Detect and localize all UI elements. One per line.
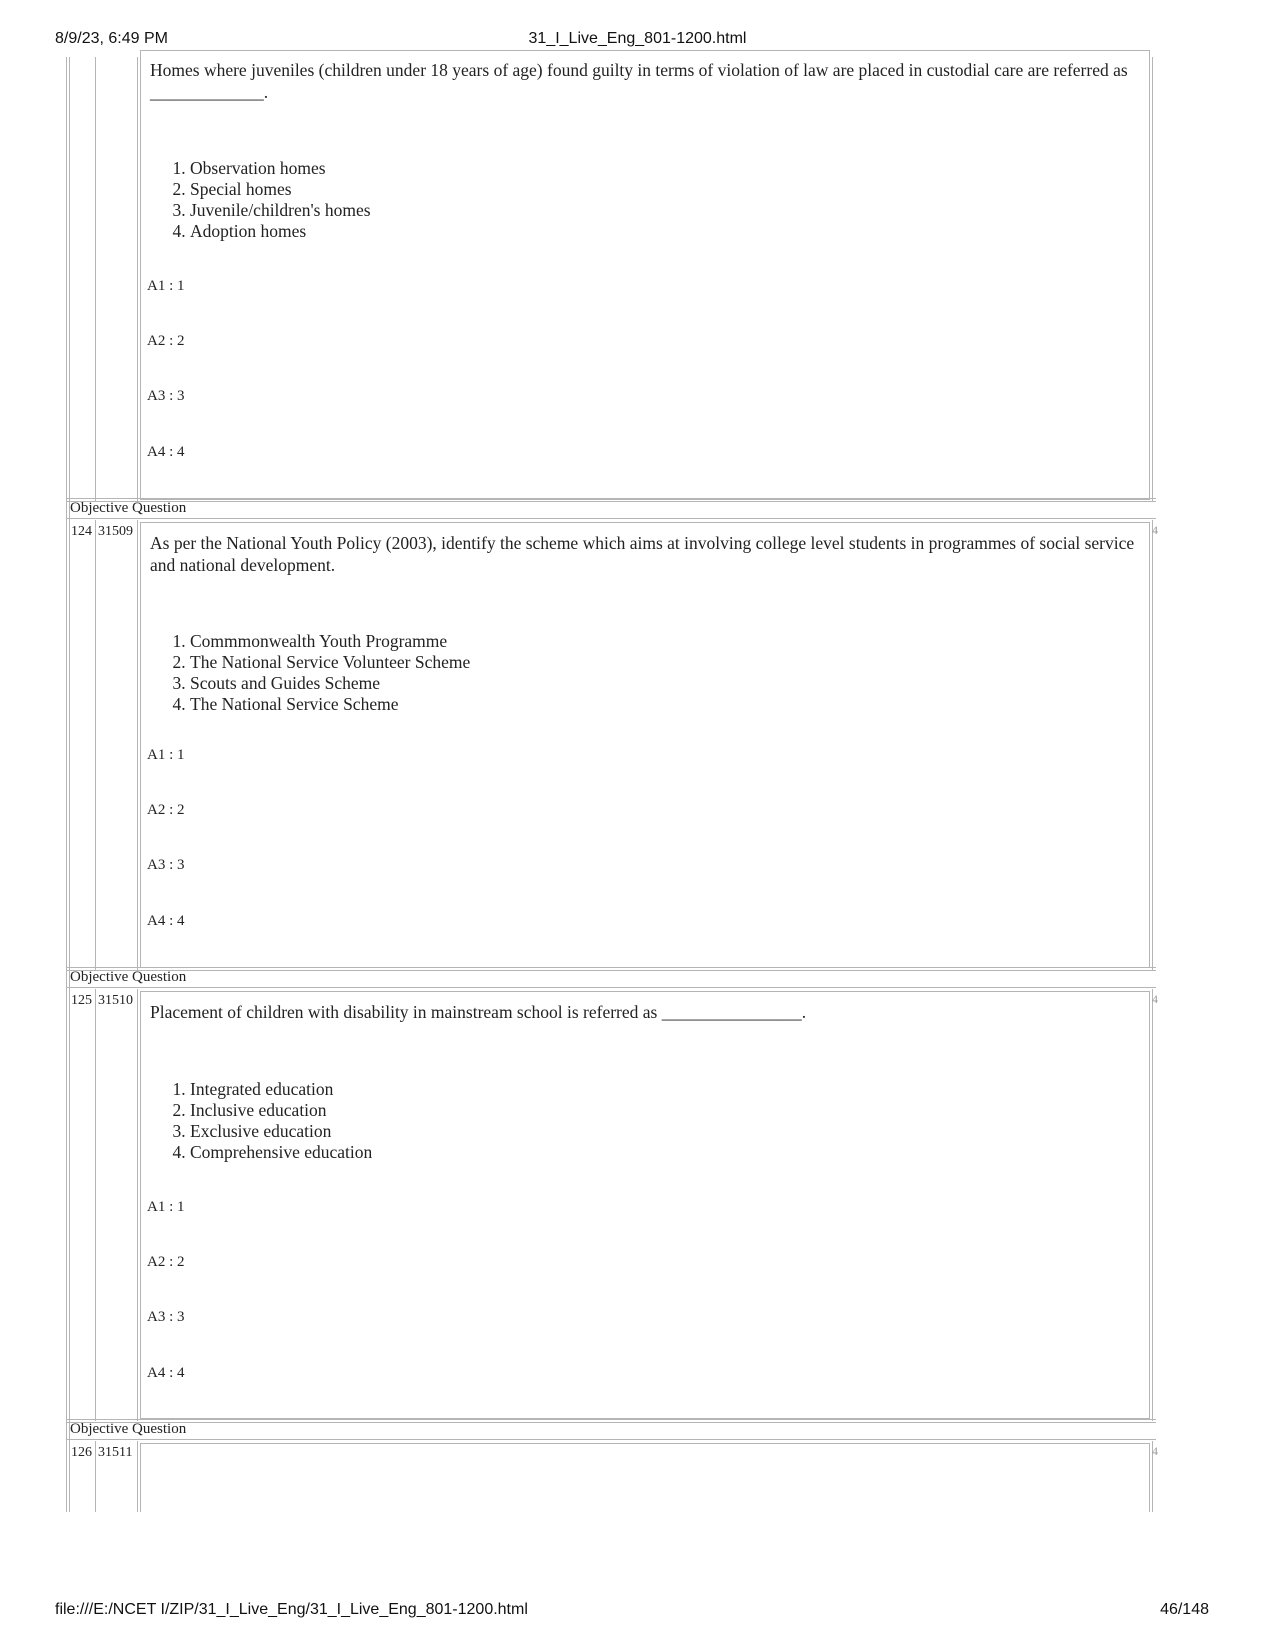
option-item: 3. Juvenile/children's homes bbox=[190, 200, 371, 221]
option-item: 2. Special homes bbox=[190, 179, 371, 200]
answer-option: A2 : 2 bbox=[147, 802, 185, 818]
question-text: As per the National Youth Policy (2003), identify the scheme which aims at involving college level students in programmes of social service and national development. bbox=[150, 533, 1135, 575]
option-item: 1. Observation homes bbox=[190, 158, 371, 179]
answer-option: A2 : 2 bbox=[147, 1254, 185, 1270]
section-label: Objective Question bbox=[70, 500, 187, 516]
option-item: 3. Scouts and Guides Scheme bbox=[190, 673, 470, 694]
print-page-number: 46/148 bbox=[1160, 1601, 1209, 1618]
question-id: 31510 bbox=[98, 993, 133, 1008]
answer-option: A3 : 3 bbox=[147, 388, 185, 404]
answer-option: A3 : 3 bbox=[147, 1309, 185, 1325]
edge-mark: 4 bbox=[1152, 992, 1158, 1006]
option-item: 1. Commmonwealth Youth Programme bbox=[190, 631, 470, 652]
answer-option: A4 : 4 bbox=[147, 1365, 185, 1381]
answer-option: A4 : 4 bbox=[147, 913, 185, 929]
question-text: Placement of children with disability in mainstream school is referred as ________________. bbox=[150, 1002, 807, 1022]
edge-mark: 4 bbox=[1152, 1444, 1158, 1458]
print-page-title: 31_I_Live_Eng_801-1200.html bbox=[528, 30, 747, 47]
answer-option: A1 : 1 bbox=[147, 747, 185, 763]
serial-number: 126 bbox=[71, 1445, 92, 1460]
serial-number: 124 bbox=[71, 524, 92, 539]
question-text: Homes where juveniles (children under 18 years of age) found guilty in terms of violation of law are placed in custodial care are referred as _____________. bbox=[150, 60, 1128, 102]
option-item: 1. Integrated education bbox=[190, 1079, 372, 1100]
option-item: 2. Inclusive education bbox=[190, 1100, 372, 1121]
option-item: 4. Adoption homes bbox=[190, 221, 371, 242]
option-item: 4. The National Service Scheme bbox=[190, 694, 470, 715]
answer-option: A2 : 2 bbox=[147, 333, 185, 349]
option-item: 4. Comprehensive education bbox=[190, 1142, 372, 1163]
question-cell bbox=[140, 991, 1150, 1419]
answer-option: A1 : 1 bbox=[147, 1199, 185, 1215]
answer-option: A1 : 1 bbox=[147, 278, 185, 294]
answer-option: A4 : 4 bbox=[147, 444, 185, 460]
print-datetime: 8/9/23, 6:49 PM bbox=[55, 30, 168, 47]
serial-number: 125 bbox=[71, 993, 92, 1008]
option-item: 2. The National Service Volunteer Scheme bbox=[190, 652, 470, 673]
section-label: Objective Question bbox=[70, 1421, 187, 1437]
question-cell bbox=[140, 50, 1150, 500]
option-list bbox=[150, 631, 470, 715]
question-id: 31511 bbox=[98, 1445, 133, 1460]
option-item: 3. Exclusive education bbox=[190, 1121, 372, 1142]
answer-option: A3 : 3 bbox=[147, 857, 185, 873]
option-list bbox=[150, 1079, 372, 1163]
option-list bbox=[150, 158, 371, 242]
question-id: 31509 bbox=[98, 524, 133, 539]
edge-mark: 4 bbox=[1152, 523, 1158, 537]
section-label: Objective Question bbox=[70, 969, 187, 985]
print-file-url: file:///E:/NCET I/ZIP/31_I_Live_Eng/31_I_Live_Eng_801-1200.html bbox=[55, 1601, 528, 1618]
question-cell bbox=[140, 522, 1150, 968]
